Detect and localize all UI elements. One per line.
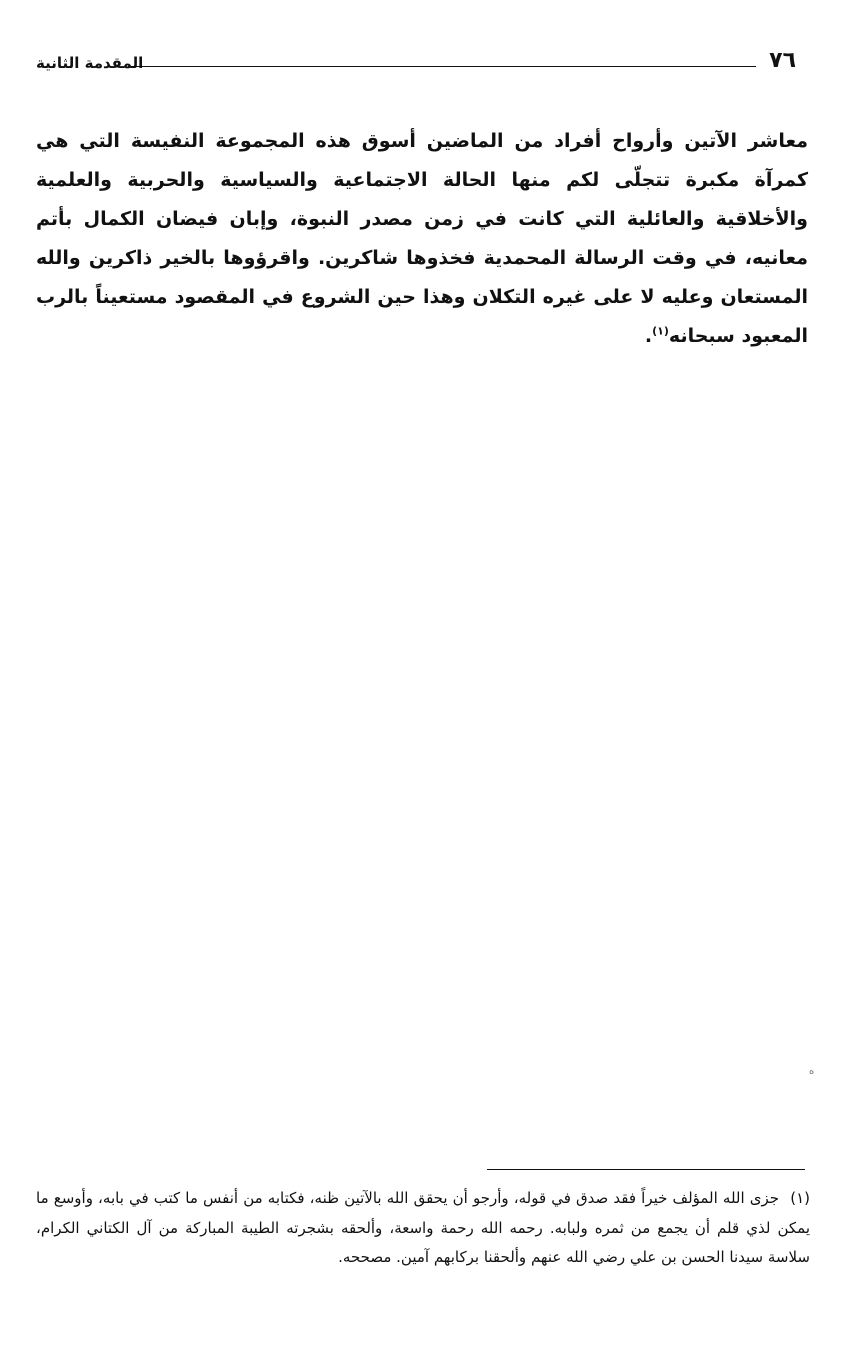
paragraph-text: معاشر الآتين وأرواح أفراد من الماضين أسوق هذه المجموعة النفيسة التي هي كمرآة مكبرة تتجلّى لكم منها الحالة الاجتماعية والسياسية والحربية والعلمية والأخلاقية والعائلية التي كانت في زمن مصدر النبوة، وإبان فيضان الكمال بأتم معانيه، في وقت الرسالة المحمدية فخذوها شاكرين. واقرؤوها بالخير ذاكرين والله المستعان وعليه لا على غيره التكلان وهذا حين الشروع في المقصود مستعيناً بالرب المعبود سبحانه <box>36 130 808 347</box>
footnote <box>36 1184 810 1273</box>
footnote-reference: (١) <box>652 324 669 338</box>
footnote-separator <box>487 1169 805 1170</box>
footnote-text: جزى الله المؤلف خيراً فقد صدق في قوله، وأرجو أن يحقق الله بالآتين ظنه، فكتابه من أنفس ما كتب في بابه، وأوسع ما يمكن لذي قلم أن يجمع من ثمره ولبابه. رحمه الله رحمة واسعة، وألحقه بشجرته الطيبة المباركة من آل الكتاني الكرام، سلاسة سيدنا الحسن بن علي رضي الله عنهم وألحقنا بركابهم آمين. مصححه. <box>36 1189 810 1266</box>
section-title: المقدمة الثانية <box>36 54 144 72</box>
header-rule <box>128 66 756 67</box>
main-paragraph <box>36 122 808 356</box>
paragraph-end: . <box>644 325 653 347</box>
running-header <box>36 48 796 78</box>
footnote-number: (١) <box>790 1189 810 1207</box>
stray-ink-mark: ه <box>809 1066 815 1077</box>
page-number: ٧٦ <box>769 48 796 73</box>
